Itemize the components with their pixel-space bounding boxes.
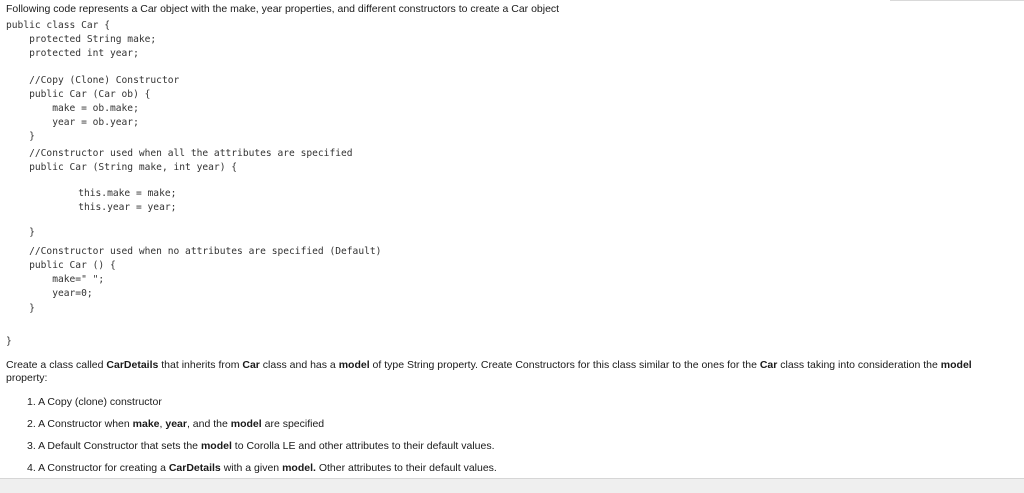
code-line: this.year = year; xyxy=(32,202,177,213)
code-line: } xyxy=(6,227,35,238)
top-divider xyxy=(890,0,1024,1)
code-line: make=" "; xyxy=(6,274,105,285)
task-bold: Car xyxy=(759,359,778,371)
task-text: property: xyxy=(6,371,48,384)
code-line: public class Car { xyxy=(6,20,110,31)
code-line: this.make = make; xyxy=(32,188,177,199)
code-line: } xyxy=(6,303,35,314)
code-line: protected int year; xyxy=(6,48,139,59)
task-description xyxy=(6,359,996,384)
item-text: 4. A Constructor for creating a xyxy=(27,462,169,474)
item-text: , and the xyxy=(186,418,231,430)
code-line: } xyxy=(6,336,12,347)
task-text: of type String property. Create Constructors for this class similar to the ones for the xyxy=(369,359,760,371)
item-bold: make xyxy=(132,418,160,430)
intro-text: Following code represents a Car object with the make, year properties, and different constructors to create a Car object xyxy=(6,3,560,15)
task-text: class and has a xyxy=(259,359,339,371)
item-text: 2. A Constructor when xyxy=(27,418,133,430)
item-bold: CarDetails xyxy=(168,462,221,474)
item-text: 1. A Copy (clone) constructor xyxy=(27,396,162,408)
list-item xyxy=(27,418,324,431)
list-item xyxy=(27,440,495,453)
task-bold: model xyxy=(940,359,972,371)
code-line: } xyxy=(6,131,35,142)
item-text: are specified xyxy=(261,418,325,430)
code-line: public Car () { xyxy=(6,260,116,271)
horizontal-scrollbar[interactable] xyxy=(0,478,1024,493)
item-bold: model. xyxy=(282,462,316,474)
task-text: Create a class called xyxy=(6,359,107,371)
item-bold: model xyxy=(230,418,262,430)
code-line: make = ob.make; xyxy=(6,103,139,114)
task-bold: CarDetails xyxy=(106,359,159,371)
code-line: public Car (String make, int year) { xyxy=(6,162,238,173)
code-line: year = ob.year; xyxy=(6,117,139,128)
code-line: public Car (Car ob) { xyxy=(6,89,151,100)
item-text: , xyxy=(159,418,166,430)
code-line: year=0; xyxy=(6,288,93,299)
code-line: //Copy (Clone) Constructor xyxy=(6,75,180,86)
item-bold: year xyxy=(165,418,187,430)
task-bold: model xyxy=(338,359,370,371)
item-text: Other attributes to their default values. xyxy=(315,462,497,474)
task-text: class taking into consideration the xyxy=(777,359,941,371)
task-bold: Car xyxy=(242,359,260,371)
item-text: to Corolla LE and other attributes to their default values. xyxy=(231,440,495,452)
item-text: 3. A Default Constructor that sets the xyxy=(27,440,201,452)
list-item xyxy=(27,462,497,475)
item-bold: model xyxy=(200,440,232,452)
list-item xyxy=(27,396,162,409)
code-line: protected String make; xyxy=(6,34,157,45)
code-line: //Constructor used when all the attributes are specified xyxy=(6,148,353,159)
code-line: //Constructor used when no attributes are specified (Default) xyxy=(6,246,382,257)
item-text: with a given xyxy=(220,462,283,474)
task-text: that inherits from xyxy=(158,359,243,371)
